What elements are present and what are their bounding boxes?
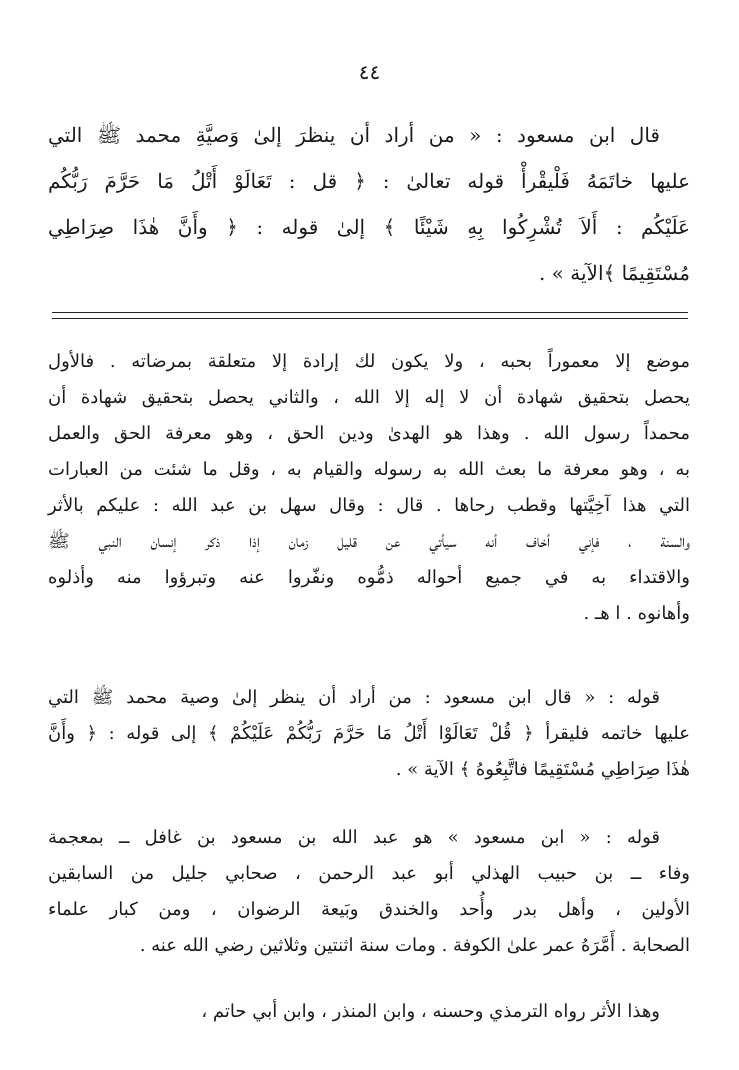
main-text-line: عليها خاتَمَهُ فَلْيقْرأْ قوله تعالىٰ : ﴿ قل : تَعَالَوْ أَتْلُ مَا حَرَّمَ رَبُّكُم [48,169,690,193]
commentary-line: قوله : « ابن مسعود » هو عبد الله بن مسعود بن غافل ــ بمعجمة [48,827,660,848]
main-text-line: قال ابن مسعود : « من أراد أن ينظرَ إلىٰ وَصيَّةِ محمد ﷺ التي [48,123,660,147]
commentary-line: يحصل بتحقيق شهادة أن لا إله إلا الله ، والثاني يحصل بتحقيق شهادة أن [48,387,690,408]
commentary-line: والاقتداء به في جميع أحواله ذمُّوه ونفّروا عنه وتبرؤوا منه وأذلوه [48,567,690,588]
commentary-line: الصحابة . أَمَّرَهُ عمر علىٰ الكوفة . ومات سنة اثنتين وثلاثين رضي الله عنه . [139,935,690,956]
commentary-line: به ، وهو معرفة ما بعث الله به رسوله والقيام به ، وقل ما شئت من العبارات [48,459,690,480]
commentary-line: هٰذَا صِرَاطِي مُسْتَقِيمًا فاتَّبِعُوهُ ﴾ الآية » . [395,759,690,780]
commentary-line: التي هذا آخِيَّتها وقطب رحاها . قال : وقال سهل بن عبد الله : عليكم بالأثر [48,495,690,516]
commentary-line: محمداً رسول الله . وهذا هو الهدىٰ ودين الحق ، وهو معرفة الحق والعمل [48,423,690,444]
main-text-line: مُسْتَقِيمًا ﴾الآية » . [538,261,690,285]
main-text-line: عَلَيْكُم : أَلاَ تُشْرِكُوا بِهِ شَيْئًا ﴾ إلىٰ قوله : ﴿ وأَنَّ هٰذَا صِرَاطِي [48,215,690,239]
commentary-paragraph [48,344,690,632]
commentary-paragraph [48,680,690,788]
commentary-line: وهذا الأثر رواه الترمذي وحسنه ، وابن المنذر ، وابن أبي حاتم ، [201,1001,660,1022]
section-divider [52,312,688,319]
commentary-paragraph [48,820,690,964]
commentary-line: وأهانوه . ا هـ . [583,603,690,624]
commentary-line: عليها خاتمه فليقرأ ﴿ قُلْ تَعَالَوْا أَتْلُ مَا حَرَّمَ رَبُّكُمْ عَلَيْكُمْ ﴾ إلى قوله : ﴿ وأَنَّ [48,723,690,744]
commentary-line: موضع إلا معموراً بحبه ، ولا يكون لك إرادة إلا متعلقة بمرضاته . فالأول [48,351,690,372]
commentary-paragraph [48,994,690,1030]
commentary-line: والسنة ، فإني أخاف أنه سيأتي عن قليل زمان إذا ذكر إنسان النبي ﷺ [48,531,690,552]
page-number: ٤٤ [358,60,381,84]
commentary-line: قوله : « قال ابن مسعود : من أراد أن ينظر إلىٰ وصية محمد ﷺ التي [48,687,660,708]
commentary-line: الأولين ، وأهل بدر وأُحد والخندق وبَيعة الرضوان ، ومن كبار علماء [48,899,691,920]
commentary-line: وفاء ــ بن حبيب الهذلي أبو عبد الرحمن ، صحابي جليل من السابقين [48,863,690,884]
main-text-block [48,112,690,296]
